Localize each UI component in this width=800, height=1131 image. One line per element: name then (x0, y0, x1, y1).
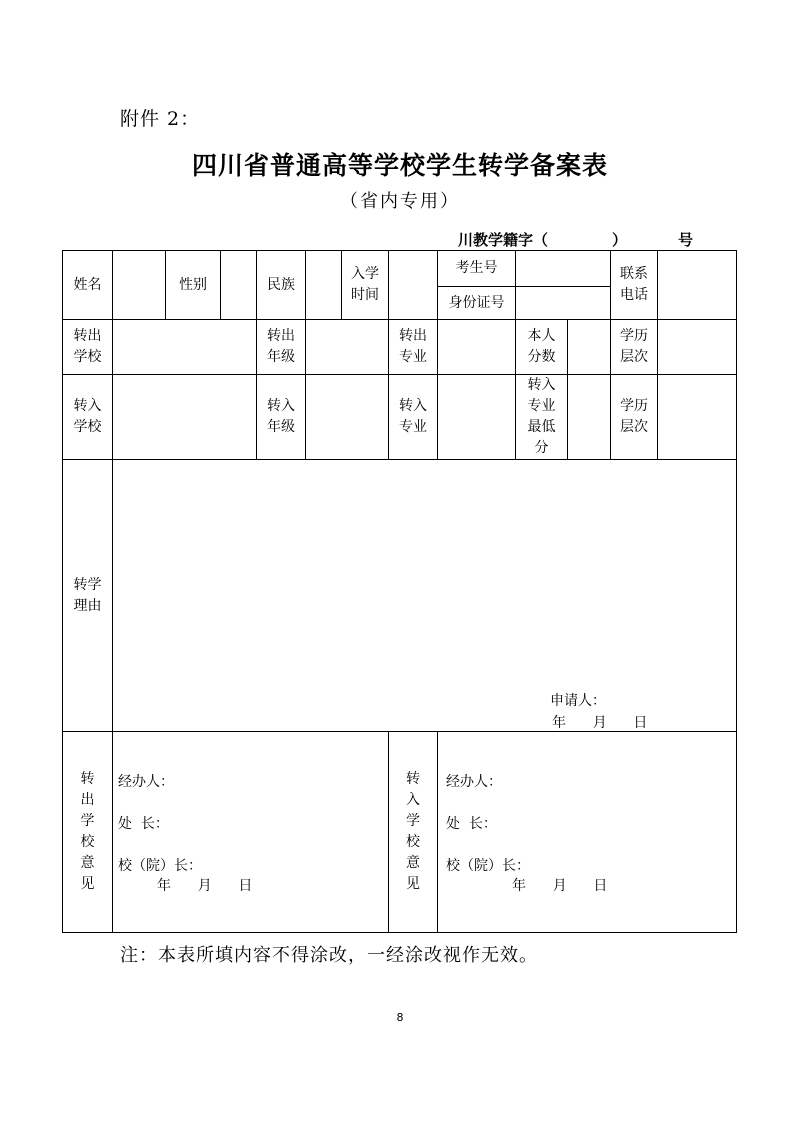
score-label: 本人 分数 (515, 319, 568, 375)
reason-field[interactable] (112, 459, 737, 732)
exam-number-label: 考生号 (437, 250, 516, 287)
gender-label: 性别 (165, 250, 221, 320)
out-opinion-label: 转 出 学 校 意 见 (62, 731, 113, 933)
id-number-field[interactable] (515, 286, 611, 320)
in-edu-level-label: 学历 层次 (610, 374, 658, 460)
min-score-field[interactable] (567, 374, 611, 460)
out-handler-label: 经办人： (118, 774, 174, 790)
in-director-label: 处 长： (446, 816, 497, 832)
out-director-label: 处 长： (118, 816, 169, 832)
in-school-field[interactable] (112, 374, 257, 460)
out-opinion-date: 年 月 日 (157, 878, 253, 894)
attachment-label: 附件 2： (120, 108, 201, 130)
score-field[interactable] (567, 319, 611, 375)
in-president-label: 校（院）长： (446, 858, 530, 874)
phone-label: 联系 电话 (610, 250, 658, 320)
form-subtitle: （省内专用） (340, 191, 460, 212)
ethnicity-label: 民族 (256, 250, 306, 320)
out-edu-level-label: 学历 层次 (610, 319, 658, 375)
out-school-field[interactable] (112, 319, 257, 375)
in-grade-field[interactable] (305, 374, 389, 460)
gender-field[interactable] (220, 250, 257, 320)
registration-close-paren: ） (612, 231, 628, 249)
in-opinion-label: 转 入 学 校 意 见 (388, 731, 438, 933)
out-major-field[interactable] (437, 319, 516, 375)
in-handler-label: 经办人： (446, 774, 502, 790)
exam-number-field[interactable] (515, 250, 611, 287)
in-major-field[interactable] (437, 374, 516, 460)
out-edu-level-field[interactable] (657, 319, 737, 375)
reason-label: 转学 理由 (62, 459, 113, 732)
applicant-label: 申请人： (550, 693, 606, 709)
out-grade-label: 转出 年级 (256, 319, 306, 375)
out-school-label: 转出 学校 (62, 319, 113, 375)
out-major-label: 转出 专业 (388, 319, 438, 375)
page-number: 8 (396, 1011, 404, 1024)
phone-field[interactable] (657, 250, 737, 320)
in-opinion-date: 年 月 日 (512, 878, 608, 894)
registration-prefix: 川教学籍字（ (458, 231, 549, 249)
out-president-label: 校（院）长： (118, 858, 202, 874)
registration-suffix: 号 (678, 231, 694, 249)
name-field[interactable] (112, 250, 166, 320)
applicant-date: 年 月 日 (552, 715, 648, 731)
out-grade-field[interactable] (305, 319, 389, 375)
enroll-time-label: 入学 时间 (341, 250, 389, 320)
enroll-time-field[interactable] (388, 250, 438, 320)
ethnicity-field[interactable] (305, 250, 342, 320)
min-score-label: 转入 专业 最低 分 (515, 374, 568, 460)
id-number-label: 身份证号 (437, 286, 516, 320)
in-school-label: 转入 学校 (62, 374, 113, 460)
in-major-label: 转入 专业 (388, 374, 438, 460)
footer-note: 注：本表所填内容不得涂改，一经涂改视作无效。 (120, 945, 538, 966)
name-label: 姓名 (62, 250, 113, 320)
form-title: 四川省普通高等学校学生转学备案表 (191, 151, 608, 180)
in-edu-level-field[interactable] (657, 374, 737, 460)
in-grade-label: 转入 年级 (256, 374, 306, 460)
